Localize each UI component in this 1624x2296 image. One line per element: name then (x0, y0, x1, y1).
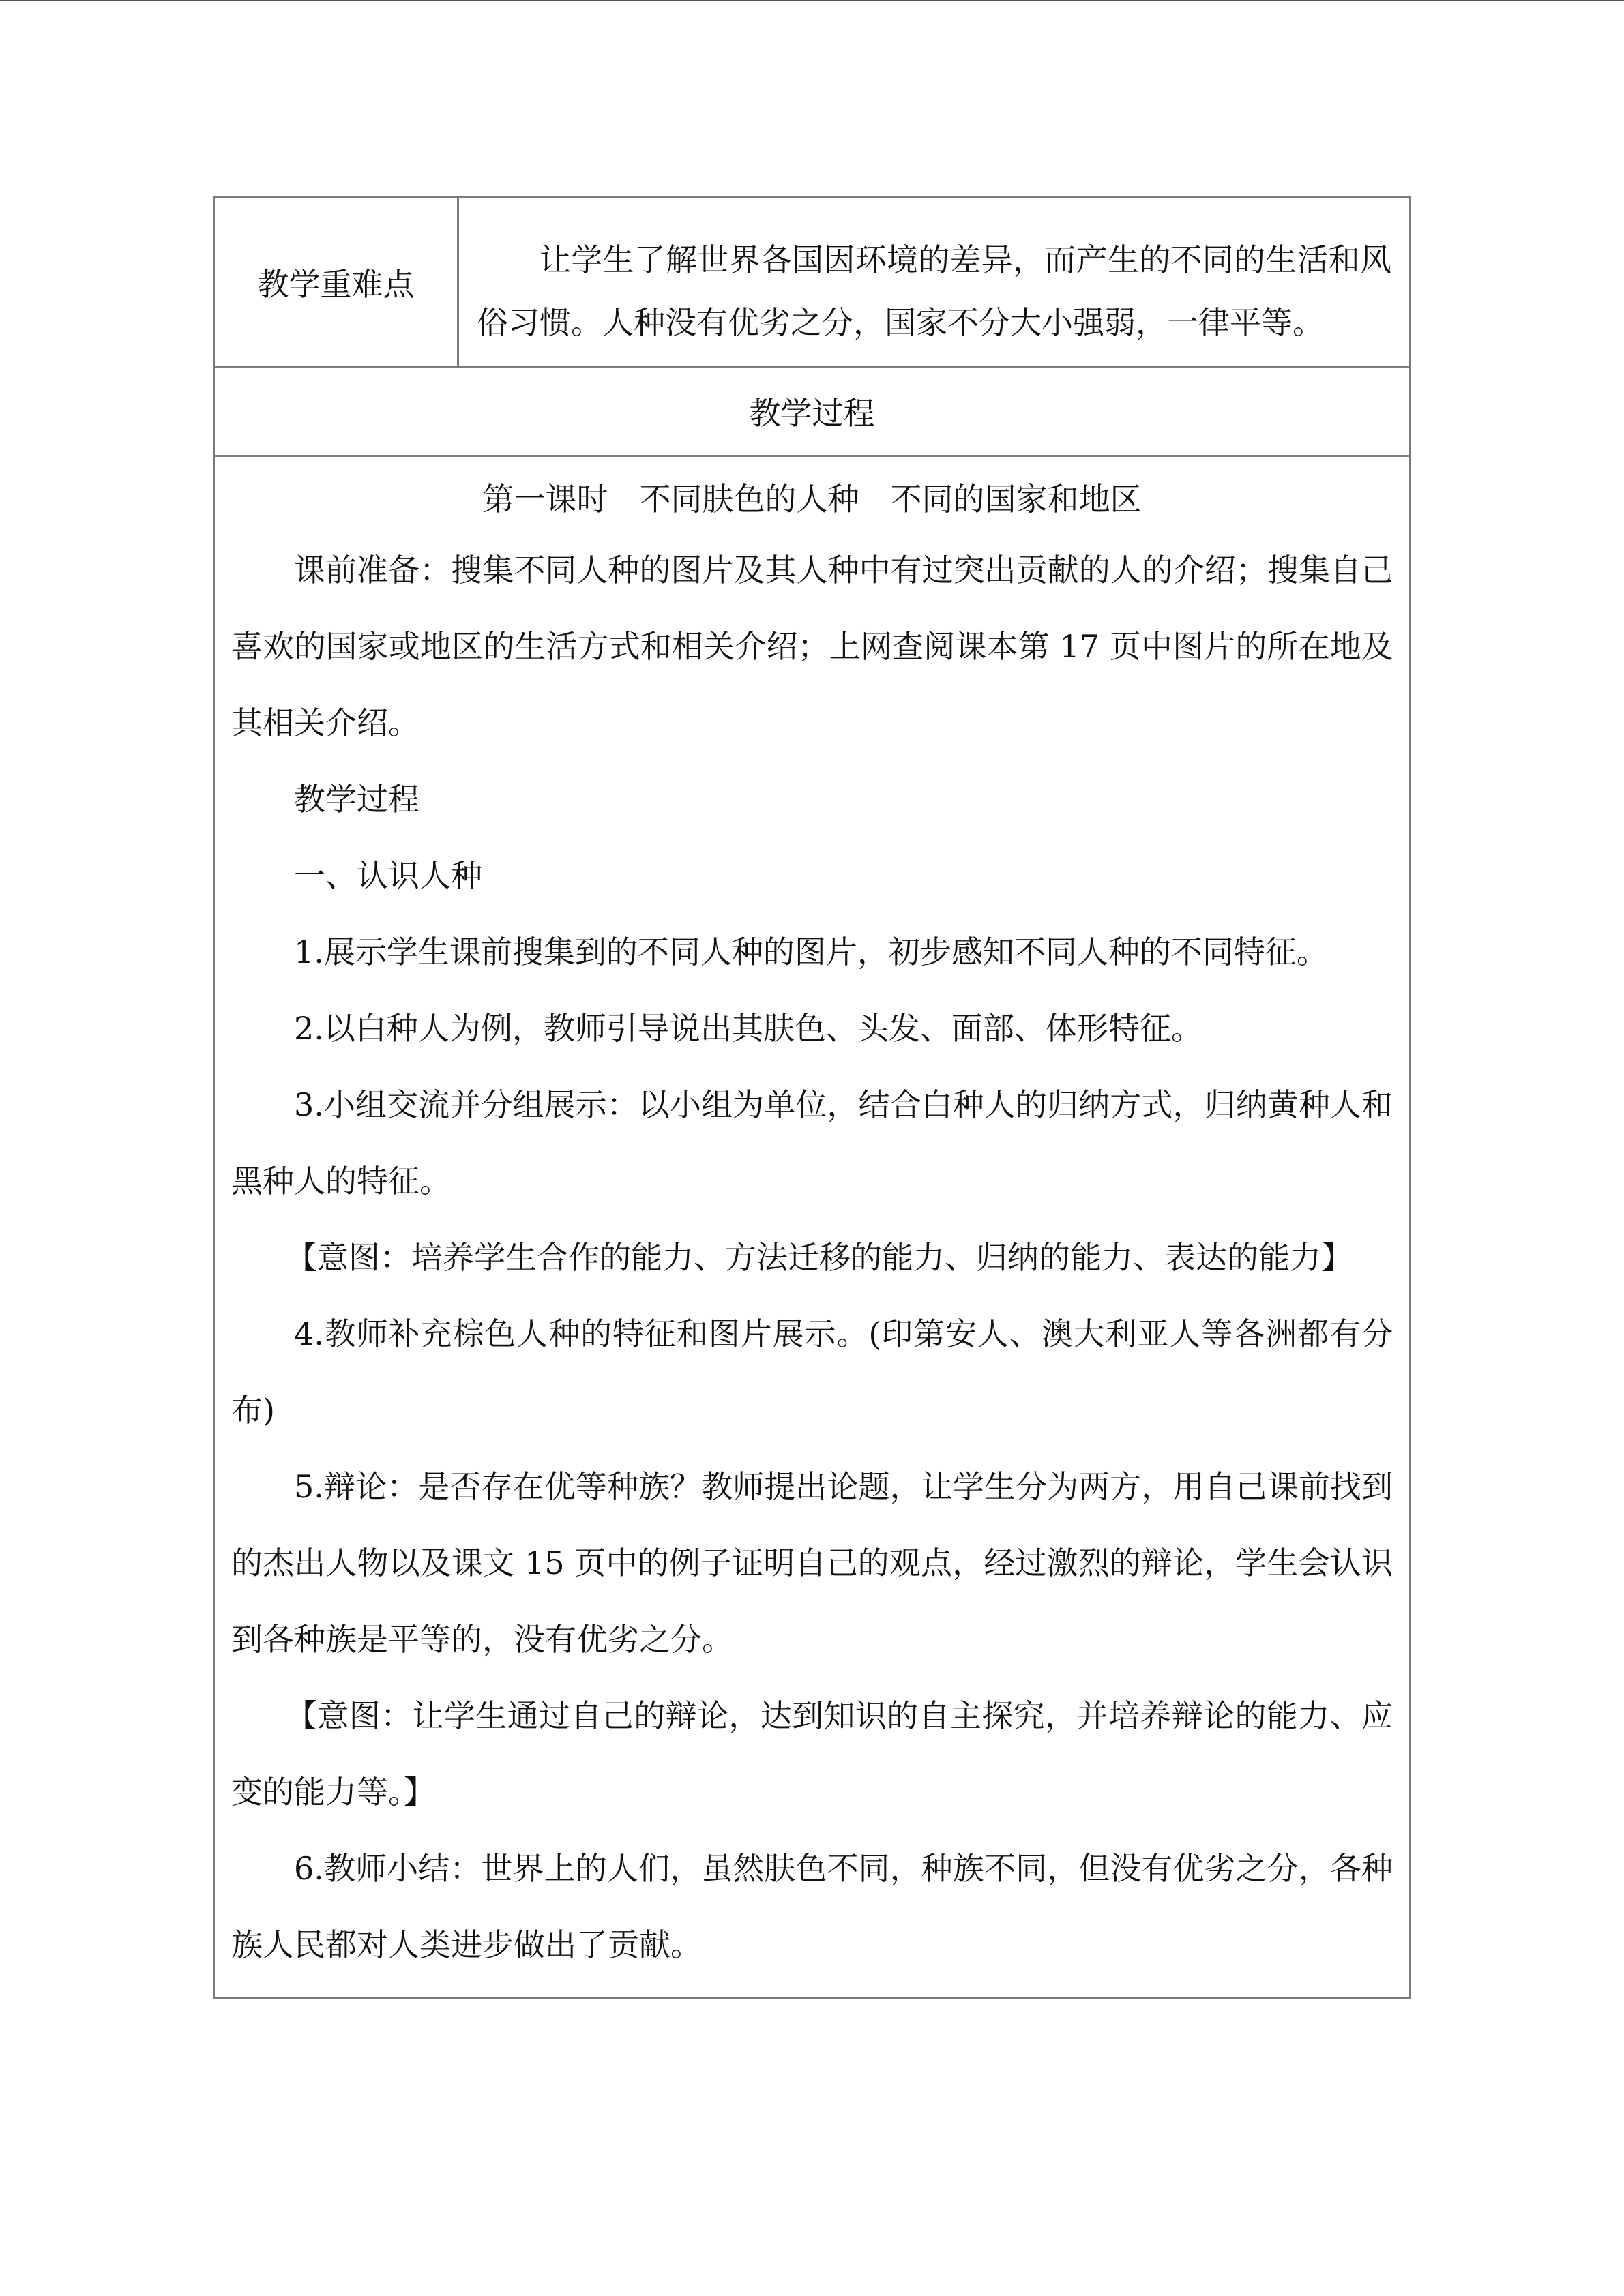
paragraph-section-one: 一、认识人种 (294, 857, 482, 894)
paragraph-intent-1: 【意图：培养学生合作的能力、方法迁移的能力、归纳的能力、表达的能力】 (286, 1239, 1353, 1276)
key-points-label: 教学重难点 (215, 198, 459, 366)
key-points-text: 让学生了解世界各国因环境的差异，而产生的不同的生活和风俗习惯。人种没有优劣之分，国家不分大小强弱，一律平等。 (477, 241, 1391, 341)
paragraph-intent-2: 【意图：让学生通过自己的辩论，达到知识的自主探究，并培养辩论的能力、应变的能力等。】 (231, 1697, 1393, 1810)
paragraph-step-2: 2.以白种人为例，教师引导说出其肤色、头发、面部、体形特征。 (294, 1010, 1202, 1047)
paragraph-process-heading: 教学过程 (294, 781, 419, 818)
process-header-row (215, 368, 1409, 457)
top-border-line (0, 0, 1624, 1)
key-points-content (459, 198, 1409, 366)
paragraph-step-4: 4.教师补充棕色人种的特征和图片展示。(印第安人、澳大利亚人等各洲都有分布) (231, 1315, 1393, 1429)
key-points-row (215, 198, 1409, 368)
lesson-body (215, 457, 1409, 1997)
process-header: 教学过程 (749, 395, 875, 432)
paragraph-preparation: 课前准备：搜集不同人种的图片及其人种中有过突出贡献的人的介绍；搜集自己喜欢的国家或地区的生活方式和相关介绍；上网查阅课本第 17 页中图片的所在地及其相关介绍。 (231, 552, 1393, 741)
paragraph-step-5: 5.辩论：是否存在优等种族？教师提出论题，让学生分为两方，用自己课前找到的杰出人物以及课文 15 页中的例子证明自己的观点，经过激烈的辩论，学生会认识到各种族是平等的，没有优劣之分。 (231, 1468, 1393, 1658)
lesson-body-row (215, 457, 1409, 1997)
lesson-plan-table (213, 196, 1411, 1999)
lesson-title: 第一课时 不同肤色的人种 不同的国家和地区 (482, 481, 1142, 518)
paragraph-step-6: 6.教师小结：世界上的人们，虽然肤色不同，种族不同，但没有优劣之分，各种族人民都对人类进步做出了贡献。 (231, 1850, 1393, 1963)
paragraph-step-1: 1.展示学生课前搜集到的不同人种的图片，初步感知不同人种的不同特征。 (294, 934, 1328, 970)
paragraph-step-3: 3.小组交流并分组展示：以小组为单位，结合白种人的归纳方式，归纳黄种人和黑种人的特征。 (231, 1086, 1393, 1199)
